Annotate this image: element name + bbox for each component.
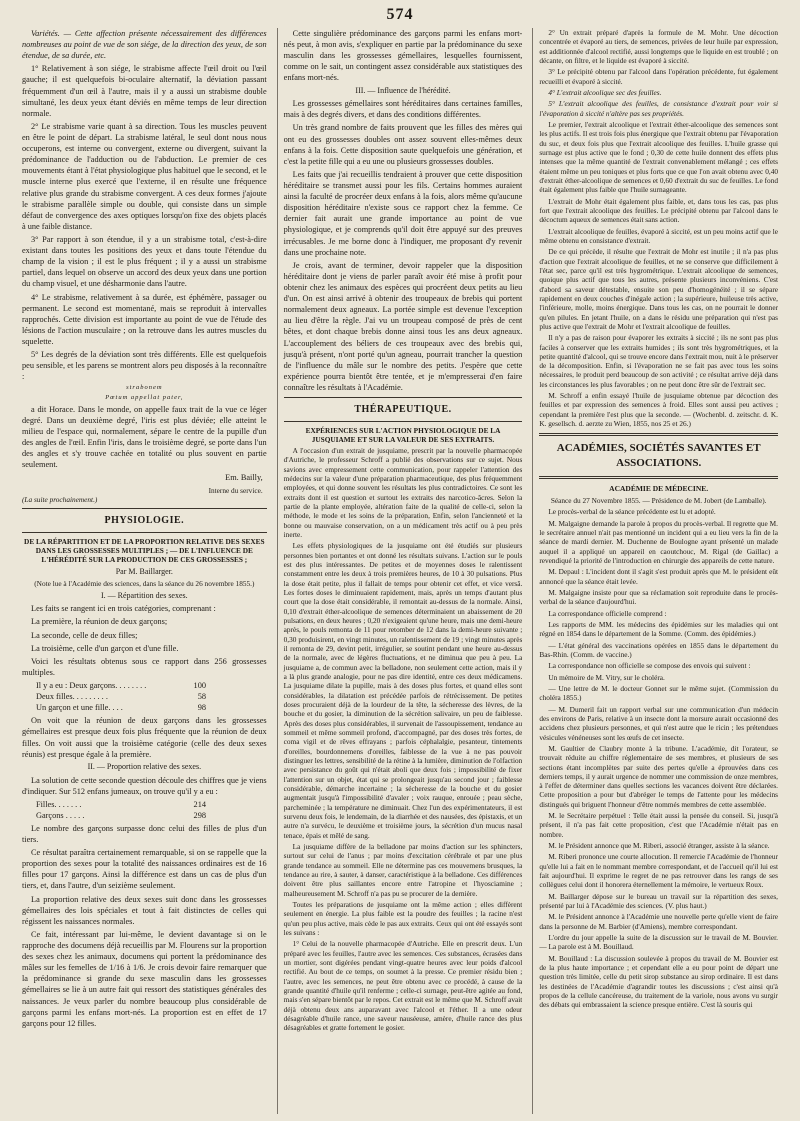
- article-subtitle: ACADÉMIE DE MÉDECINE.: [609, 483, 709, 493]
- paragraph: M. Malgaigne demande la parole à propos du procès-verbal. Il regrette que M. le secrétaire annuel n'ait pas mentionné un incident qui a eu lieu vers la fin de la séance de mardi dernier. M. Duchenne de Boulogne ayant présenté un malade auquel il a appliqué un appareil en caoutchouc, M. Rigal (de Gaillac) a revendiqué la priorité de l'introduction en chirurgie des appareils de cette nature.: [539, 518, 778, 565]
- row-value: 100: [193, 681, 206, 691]
- paragraph: 5° L'extrait alcoolique des feuilles, de consistance d'extrait pour voir si l'évaporation à siccité n'altère pas ses propriétés.: [539, 99, 778, 118]
- row-label: Filles. . . . . . .: [36, 799, 82, 809]
- paragraph: Le premier, l'extrait alcoolique et l'extrait éther-alcoolique des semences sont les plus actifs. Il est trois fois plus énergique que l'extrait obtenu par l'évaporation du suc, et deux fois plus que l'extrait alcoolique des feuilles. L'huile grasse qui surnage est plus active que le fond ; 0,30 de cette huile donnent des effets plus intenses que la même quantité de l'extrait convenablement mélangé ; ces effets étaient même un peu toniques et plus forts que ce que l'on avait obtenu avec 0,40 d'extrait éther-alcoolique de semences et 0,60 d'extrait du suc de feuilles. Le fond était également plus faible que l'huile surnageante.: [539, 119, 778, 195]
- paragraph: 4° Le strabisme, relativement à sa durée, est éphémère, passager ou permanent. Le second est momentané, mais se reproduit à intervalles rapprochés. Cette division est importante au point de vue de l'étude des lésions de l'action musculaire ; on la retrouve dans les autres muscles du squelette.: [22, 292, 267, 346]
- divider: [539, 476, 778, 479]
- row-value: 98: [197, 703, 206, 713]
- author-role: Interne du service.: [208, 485, 263, 495]
- section-title: THÉRAPEUTIQUE.: [354, 404, 452, 416]
- paragraph: Je crois, avant de terminer, devoir rappeler que la disposition héréditaire dont je viens de parler paraît avoir été mise à profit pour obtenir chez les animaux des espèces qui procréent deux petits au lieu d'un. On est ainsi arrivé à obtenir des troupeaux de brebis qui portent normalement deux agneaux. La portée simple est devenue l'exception au lieu d'être la règle. J'ai vu un troupeau composé de près de cent bêtes, et dont chaque brebis donne ainsi tous les ans deux agneaux. L'accouplement des béliers de ces troupeaux avec des brebis qui, jusqu'à présent, n'ont porté qu'un agneau, pourrait trancher la question de l'influence du mâle sur le nombre des petits. J'espère que cette expérience pourra bientôt être tentée, et je m'empresserai d'en faire connaître les résultats à l'Académie.: [283, 260, 523, 392]
- column-middle: [277, 28, 523, 1114]
- column-right: [532, 28, 778, 1114]
- table-row: [36, 810, 206, 821]
- paragraph: M. le Président annonce à l'Académie une nouvelle perte qu'elle vient de faire dans la personne de M. Barbier (d'Amiens), membre correspondant.: [539, 912, 778, 931]
- subsection-title: II. — Proportion relative des sexes.: [87, 761, 202, 771]
- paragraph: 2° Un extrait préparé d'après la formule de M. Mohr. Une décoction concentrée et évaporé au tiers, de semences, privées de leur huile par expression, est additionnée d'alcool rectifié, aussi longtemps que le liquide en est troublé ; on décante, on filtre, et le liquide est évaporé à siccité.: [539, 28, 778, 65]
- table-row: [36, 702, 206, 713]
- paragraph: Cette singulière prédominance des garçons parmi les enfans mort-nés peut, à mon avis, s'expliquer en partie par la prédominance du sexe masculin dans les grossesses gémellaires, lesquelles fournissent, comme on le sait, un contingent assez considérable aux statistiques des enfans mort-nés.: [283, 29, 523, 83]
- paragraph: A l'occasion d'un extrait de jusquiame, prescrit par la nouvelle pharmacopée d'Autriche, le professeur Schroff a publié des observations sur ce sujet. Nous savions avec empressement cette communication, pour rappeler l'attention des médecins sur la valeur d'une préparation pharmaceutique, des plus fréquemment employées, et qui donne souvent les résultats les plus contradictoires. Ce sont les extraits dont il est question et surtout les extraits des narcotico-âcres. Selon la partie de la plante employée, altération faite de la qualité de celle-ci, selon la méthode, le mode et les soins de la préparation, Enfin, selon l'ancienneté et la bonne ou mauvaise conservation, on a un médicament très actif ou à peu près inerte.: [283, 446, 523, 540]
- divider: [284, 397, 523, 398]
- page-columns: [22, 28, 778, 1114]
- paragraph: 3° Par rapport à son étendue, il y a un strabisme total, c'est-à-dire existant dans toutes les positions des yeux et dans toute l'étendue du champ de la vision ; il est le plus fréquent ; il y a aussi un strabisme partiel, dans lequel on observe un accord des deux yeux dans une portion du champ visuel, et une désharmonie dans l'autre.: [22, 234, 267, 289]
- paragraph: Variétés. — Cette affection présente nécessairement des différences nombreuses au point de vue de son siége, de la direction des yeux, de son étendue, de sa durée, etc.: [22, 29, 267, 61]
- paragraph: Voici les résultats obtenus sous ce rapport dans 256 grossesses multiples.: [22, 656, 267, 677]
- paragraph: M. Schroff a enfin essayé l'huile de jusquiame obtenue par décoction des feuilles et par expression des semences à froid. Elles sont aussi peu actives ; cependant la première l'est plus que la seconde. — (Wochenbl. d. zeitschr. d. K. K. gesellsch. d. aerzte zu Wien, 1855, nos 25 et 26.): [539, 391, 778, 429]
- paragraph: La correspondance non officielle se compose des envois qui suivent :: [548, 661, 751, 671]
- stats-table: [36, 799, 267, 821]
- table-row: [36, 680, 206, 691]
- paragraph: Les faits que j'ai recueillis tendraient à prouver que cette disposition héréditaire se transmet aussi pour les fils. Certains hommes auraient ainsi la faculté de procréer deux enfans à la fois, alors même qu'aucune disposition héréditaire n'existe sous ce rapport chez la femme. Ce dernier fait aurait une grande importance au point de vue physiologique, et je comprends qu'il doit être appuyé sur des preuves irrécusables. Je me borne donc à l'indiquer, me proposant d'y revenir dans une prochaine note.: [283, 169, 523, 257]
- session-line: Séance du 27 Novembre 1855. — Présidence de M. Jobert (de Lamballe).: [550, 495, 767, 505]
- paragraph: L'extrait de Mohr était également plus faible, et, dans tous les cas, pas plus fort que l'extrait alcoolique des feuilles. Le précipité obtenu par l'alcool dans le décoctum aqueux de semences était sans action.: [539, 196, 778, 225]
- table-row: [36, 691, 206, 702]
- divider: [284, 421, 523, 422]
- continued-note: (La suite prochainement.): [22, 494, 98, 504]
- paragraph: Le procès-verbal de la séance précédente est lu et adopté.: [548, 507, 716, 517]
- section-title: PHYSIOLOGIE.: [104, 515, 185, 527]
- paragraph: M. Malgaigne insiste pour que sa réclamation soit reproduite dans le procès-verbal de la séance d'aujourd'hui.: [539, 587, 778, 607]
- paragraph: L'ordre du jour appelle la suite de la discussion sur le travail de M. Bouvier. — La parole est à M. Bouillaud.: [539, 933, 778, 952]
- paragraph: M. Riberi prononce une courte allocution. Il remercie l'Académie de l'honneur qu'elle lui a fait en le nommant membre correspondant, et de l'accueil qu'il lui est fait aujourd'hui. Il exprime le regret de ne pas retrouver dans les rangs de ses collègues celui dont il honorera éternellement la mémoire, le vertueux Roux.: [539, 852, 778, 890]
- paragraph: 5° Les degrés de la déviation sont très différents. Elle est quelquefois peu sensible, et les parens se montrent alors peu disposés à la reconnaître :: [22, 350, 267, 382]
- row-label: Garçons . . . . .: [36, 810, 85, 820]
- row-value: 58: [197, 692, 206, 702]
- paragraph: — L'état général des vaccinations opérées en 1855 dans le département du Bas-Rhin. (Comm. de vaccine.): [539, 640, 778, 659]
- quote-line: Pœtum appellat pater,: [105, 394, 184, 402]
- section-title: ACADÉMIES, SOCIÉTÉS SAVANTES ET ASSOCIATIONS.: [556, 442, 761, 470]
- paragraph: La solution de cette seconde question découle des chiffres que je viens d'indiquer. Sur 512 enfans jumeaux, on trouve qu'il y a eu :: [22, 775, 267, 796]
- row-label: Deux filles. . . . . . . . .: [36, 692, 108, 702]
- article-subtitle: DE LA RÉPARTITION ET DE LA PROPORTION RELATIVE DES SEXES DANS LES GROSSESSES MULTIPLES ; — DE L'INFLUENCE DE L'HÉRÉDITÉ SUR LA PRODUCTION DE CES GROSSESSES ;: [24, 536, 265, 565]
- paragraph: M. Baillarger dépose sur le bureau un travail sur la répartition des sexes, présenté par lui à l'Académie des sciences. (V. plus haut.): [539, 891, 778, 911]
- article-subtitle: EXPÉRIENCES SUR L'ACTION PHYSIOLOGIQUE DE LA JUSQUIAME ET SUR LA VALEUR DE SES EXTRAITS.: [305, 425, 501, 444]
- paragraph: — M. Dumeril fait un rapport verbal sur une communication d'un médecin des environs de Paris, relative à un insecte dont la morsure aurait occasionné des accidens chez plusieurs personnes, et qui n'est autre que le ricin ; les prétendues vésicules vénéneuses sont les œufs de cet insecte.: [539, 704, 778, 742]
- paragraph: Les rapports de MM. les médecins des épidémies sur les maladies qui ont régné en 1854 dans le département de la Somme. (Comm. des épidémies.): [539, 619, 778, 639]
- subsection-title: I. — Répartition des sexes.: [101, 590, 188, 600]
- divider: [22, 532, 267, 533]
- paragraph: Le nombre des garçons surpasse donc celui des filles de plus d'un tiers.: [22, 823, 267, 845]
- row-value: 214: [193, 799, 206, 809]
- author-signature: Em. Bailly,: [225, 473, 263, 483]
- paragraph: Ce fait, intéressant par lui-même, le devient davantage si on le rapproche des documens déjà recueillis par M. Flourens sur la proportion des sexes chez les animaux, documens qui portent la prédominance des mâles sur les femelles de 1/16 à 1/6. Je crois devoir faire remarquer que la prédominance si grande du sexe masculin dans les grossesses gémellaires se lie à un autre fait qui ressort des statistiques générales des naissances. Je veux parler du nombre beaucoup plus considérable de garçons parmi les enfans mort-nés. La proportion est en effet de 17 garçons pour 12 filles.: [22, 929, 267, 1028]
- table-row: [36, 799, 206, 810]
- paragraph: M. le Secrétaire perpétuel : Telle était aussi la pensée du conseil. Si, jusqu'à présent, il n'a pas fait cette proposition, c'est que l'Académie n'était pas en nombre.: [539, 811, 778, 839]
- paragraph: M. Bouillaud : La discussion soulevée à propos du travail de M. Bouvier est de la plus haute importance ; et cependant elle a eu pour point de départ une question très limitée, celle du petit sirop substance au sirop ordinaire. Il est dans les destinées de l'Académie d'agrandir toutes les discussions ; c'est ainsi qu'à propos de la cellule cancéreuse, du traitement de la variole, nous avons vu surgir des débats qui embrassaient la science presque entière. C'est là souris qui: [539, 953, 778, 1010]
- article-note: (Note lue à l'Académie des sciences, dans la séance du 26 novembre 1855.): [34, 579, 255, 589]
- list-item: La première, la réunion de deux garçons;: [31, 617, 168, 627]
- paragraph: Les faits se rangent ici en trois catégories, comprenant :: [31, 604, 216, 614]
- subsection-title: III. — Influence de l'hérédité.: [355, 85, 451, 95]
- paragraph: Il n'y a pas de raison pour évaporer les extraits à siccité ; ils ne sont pas plus faciles à conserver que les extraits humides ; ils sont très hygrométriques, et la petite quantité d'alcool, qui se trouve encore dans l'extrait mou, nuit à le préserver de la décomposition. Enfin, si l'évaporation ne se fait pas avec tous les soins nécessaires, le produit perd beaucoup de son activité ; ce résultat arrive déjà dans les circonstances les plus favorables ; on ne peut donc être sûr de l'extrait sec.: [539, 333, 778, 389]
- quote-line: strabonem: [126, 384, 163, 392]
- page-number: 574: [386, 6, 414, 23]
- paragraph: Ce résultat paraîtra certainement remarquable, si on se rappelle que la proportion des sexes pour la totalité des naissances ordinaires est de 16 filles pour 17 garçons. Ainsi la différence est dans un cas de plus d'un tiers, et, dans l'autre, d'un seizième seulement.: [22, 848, 267, 891]
- paragraph: Un très grand nombre de faits prouvent que les filles des mères qui ont eu des grossesses doubles ont assez souvent elles-mêmes deux enfans à la fois. Cette disposition saute quelquefois une génération, et c'est la petite fille qui a eu une ou plusieurs grossesses doubles.: [283, 123, 523, 166]
- paragraph: M. le Président annonce que M. Riberi, associé étranger, assiste à la séance.: [548, 841, 770, 851]
- paragraph: Les effets physiologiques de la jusquiame ont été étudiés sur plusieurs personnes bien portantes et ont donné les résultats suivans. L'action sur le pouls est des plus intéressantes. De petites et de moyennes doses le ralentissent constamment entre les deux à trois premières heures, de 10 à 30 pulsations. Plus la dose était petite, plus il fallait de temps pour obtenir cet effet, et vice versâ. Les fortes doses le diminuaient rapidement, mais, après un temps d'autant plus court que la dose était considérable, il remontait au-dessus de la normale. Ainsi, 0,10 d'extrait éther-alcoolique de semences déterminaient un abaissement de 20 pulsations, en deux heures ; 0,20 n'exigeaient qu'une heure, mais une demi-heure après, le pouls remonta de 11 pour retomber de 12 dans la demi-heure suivante ; 0,30 produisirent, en vingt minutes, un ralentissement de 19 ; vingt minutes après il remonta de 29, devint petit, irrégulier, se soutint pendant une heure au-dessus de la normale, avec de légères fluctuations, et ne diminua que peu à peu. La jusquiame a, de commun avec la belladone, non seulement cette action, mais il y a là plus grande analogie, pour ne pas dire identité, entre ces deux médicamens. La jusquiame dilate la pupille, mais à des doses plus fortes, et quand elles sont considérables, la dilatation est précédée parfois de rétrécissement. De petites doses procuraient déjà de la lourdeur de la tête, la sécheresse des lèvres, de la bouche et du gosier, la diminution de la sécrétion salivaire, un peu de faiblesse. Après des doses plus considérables, il survenait de l'assoupissement, tendance au sommeil et même sommeil profond, d'accompagné, par des doses très fortes, de coma vigil et de rêves effrayans ; parfois céphalalgie, pesanteur, tintements d'oreilles, bourdonnemens d'oreilles, faiblesse de la vue à ne pas pouvoir distinguer les lettres, sensibilité de la rétine à la lumière, diminution de l'olfaction avec persistance du goût qui n'était aboli que deux fois ; impossibilité de fixer l'attention sur un objet, état qui se prolongeait jusqu'au second jour ; faiblesse considérable, démarche incertaine ; la sécheresse de la bouche et du gosier augmentait jusqu'à l'impossibilité d'avaler ; voix rauque, enrouée ; peau sèche, parcheminée ; la température ne diminuait. Chez l'un des expérimentateurs, il est survenu deux fois, le lendemain, de la diarrhée et des nausées, des épistaxis, et un autre n'a survécu, le deuxième et troisième jours, la sécrétion d'un mucus nasal tenace, épais et mêlé de sang.: [283, 541, 523, 840]
- paragraph: Un mémoire de M. Vitry, sur le choléra.: [548, 672, 665, 682]
- paragraph: — Une lettre de M. le docteur Gonnet sur le même sujet. (Commission du choléra 1855.): [539, 683, 778, 703]
- row-label: Un garçon et une fille. . . .: [36, 703, 123, 713]
- paragraph: La correspondance officielle comprend :: [548, 608, 667, 618]
- paragraph: Toutes les préparations de jusquiame ont la même action ; elles diffèrent seulement en énergie. La plus faible est la poudre des feuilles ; la racine n'est qu'un peu plus active, mais cède le pas aux extraits. Ceux qui ont été essayés sont les suivans :: [283, 899, 523, 937]
- row-value: 298: [193, 810, 206, 820]
- paragraph: 4° L'extrait alcoolique sec des feuilles.: [548, 87, 662, 97]
- paragraph: M. Gaultier de Claubry monte à la tribune. L'académie, dit l'orateur, se trouvait réduite au chiffre réglementaire de ses membres, et plusieurs de ses sections étant incomplètes par suite des pertes qu'elle a éprouvées dans ces derniers temps, il y aurait urgence de nommer une commission de onze membres, à l'effet de déterminer dans quelles sections les vacances doivent être déclarées. Cette proposition a pour but d'abréger le temps de l'attente pour les médecins distingués qui briguent l'honneur d'être nommés membres de cette assemblée.: [539, 743, 778, 809]
- list-item: La troisième, celle d'un garçon et d'une fille.: [31, 643, 179, 653]
- paragraph: a dit Horace. Dans le monde, on appelle faux trait de la vue ce léger degré. Dans un deuxième degré, l'iris est plus déviée; elle atteint le milieu de l'espace qui, normalement, sépare le centre de la pupille d'un des angles de l'œil. Enfin l'iris, dans le troisième degré, se porte dans l'un des angles et s'y trouve cachée en totalité ou plus souvent en partie seulement.: [22, 404, 267, 470]
- paragraph: La proportion relative des deux sexes suit donc dans les grossesses gémellaires des lois spéciales et tout à fait distinctes de celles qui régissent les naissances normales.: [22, 894, 267, 926]
- paragraph: 1° Celui de la nouvelle pharmacopée d'Autriche. Elle en prescrit deux. L'un préparé avec les feuilles, l'autre avec les semences. Ces substances, écrasées dans un mortier, sont digérées pendant vingt-quatre heures avec leur poids d'alcool rectifié. Au bout de ce temps, on soumet à la presse. Ce premier résidu bien ; l'autre, avec les semences, ne peut être obtenu avec ce procédé, à cause de la grande quantité d'huile qu'il renferme ; celle-ci surnage, peut-être agitée au fond, mais s'en sépare bientôt par le repos. Cet extrait est le même que M. Schroff avait déjà obtenu deux ans auparavant avec l'alcool et l'éther. Il a une odeur désagréable d'huile rance, une saveur nauséeuse, amère, d'huile rance des plus désagréables et gratte fortement le gosier.: [283, 939, 523, 1033]
- paragraph: La jusquiame diffère de la belladone par moins d'action sur les sphincters, surtout sur celui de l'anus ; par moins d'excitation cérébrale et par une plus grande tendance au sommeil. Elle ne détermine pas ces mouvemens brusques, la tendance au rire, à sauter, à danser, caractéristique à la belladone. Ces différences doivent être plus saillantes encore entre l'atropine et l'hyosciamine ; malheureusement M. Schroff n'a pas pu se procurer de la dernière.: [283, 841, 523, 898]
- paragraph: 3° Le précipité obtenu par l'alcool dans l'opération précédente, fut également recueilli et évaporé à siccité.: [539, 67, 778, 86]
- paragraph: M. Depaul : L'incident dont il s'agit s'est produit après que M. le président eût annoncé que la séance était levée.: [539, 567, 778, 586]
- divider: [539, 433, 778, 436]
- stats-table: [36, 680, 267, 713]
- column-left: [22, 28, 267, 1114]
- paragraph: 2° Le strabisme varie quant à sa direction. Tous les muscles peuvent en être le point de départ. La strabisme latéral, le seul dont nous nous occuperons, est interne ou convergent, externe ou divergent, suivant la prédominance de l'adduction ou de l'abduction. Le premier de ces mouvements étant à l'état physiologique plus habituel que le second, et le muscle interne plus exercé que l'externe, il en résulte une fréquence relative plus grande du strabisme convergent. A ces deux formes j'ajoute le strabisme parallèle simple ou double, qui consiste dans un simple défaut de convergence des axes optiques lorsqu'on fixe des objets placés à une faible distance.: [22, 121, 267, 231]
- list-item: La seconde, celle de deux filles;: [31, 630, 138, 640]
- paragraph: Les grossesses gémellaires sont héréditaires dans certaines familles, mais à des degrés divers, et dans des conditions différentes.: [283, 99, 523, 120]
- paragraph: 1° Relativement à son siége, le strabisme affecte l'œil droit ou l'œil gauche; il est quelquefois bi-oculaire alternatif, la déviation passant fréquemment d'un œil à l'autre, mais il y a aussi un strabisme double simultané, les deux yeux étant déviés en même temps de leur direction normale.: [22, 64, 267, 118]
- paragraph: L'extrait alcoolique de feuilles, évaporé à siccité, est un peu moins actif que le même obtenu en consistance d'extrait.: [539, 226, 778, 245]
- paragraph: On voit que la réunion de deux garçons dans les grossesses gémellaires est presque deux fois plus fréquente que la réunion de deux filles. On voit aussi que la troisième catégorie (celle des deux sexes réunis) est presque égale à la première.: [22, 716, 267, 759]
- row-label: Il y a eu : Deux garçons. . . . . . . .: [36, 681, 147, 691]
- divider: [22, 508, 267, 509]
- paragraph: De ce qui précède, il résulte que l'extrait de Mohr est inutile ; il n'a pas plus d'action que l'extrait alcoolique de feuilles, et ne se conserve que difficilement à l'état sec, parce qu'il est très hygrométrique. L'extrait alcoolique de semences, quoique plus actif que tous les autres, présente plusieurs inconvéniens. C'est d'abord sa saveur détestable, ensuite son peu d'homogénéité ; il se sépare rapidement en deux couches d'inégale action ; la supérieure, huileuse très active, l'inférieure, molle, moins énergique. Dans tous les cas, on ne pourrait le donner qu'en pilules. En jetant l'huile, on a dans le résidu une préparation qui n'est pas plus active que l'extrait de Mohr et l'extrait alcoolique de feuilles.: [539, 247, 778, 331]
- article-author: Par M. Baillarger.: [115, 566, 173, 576]
